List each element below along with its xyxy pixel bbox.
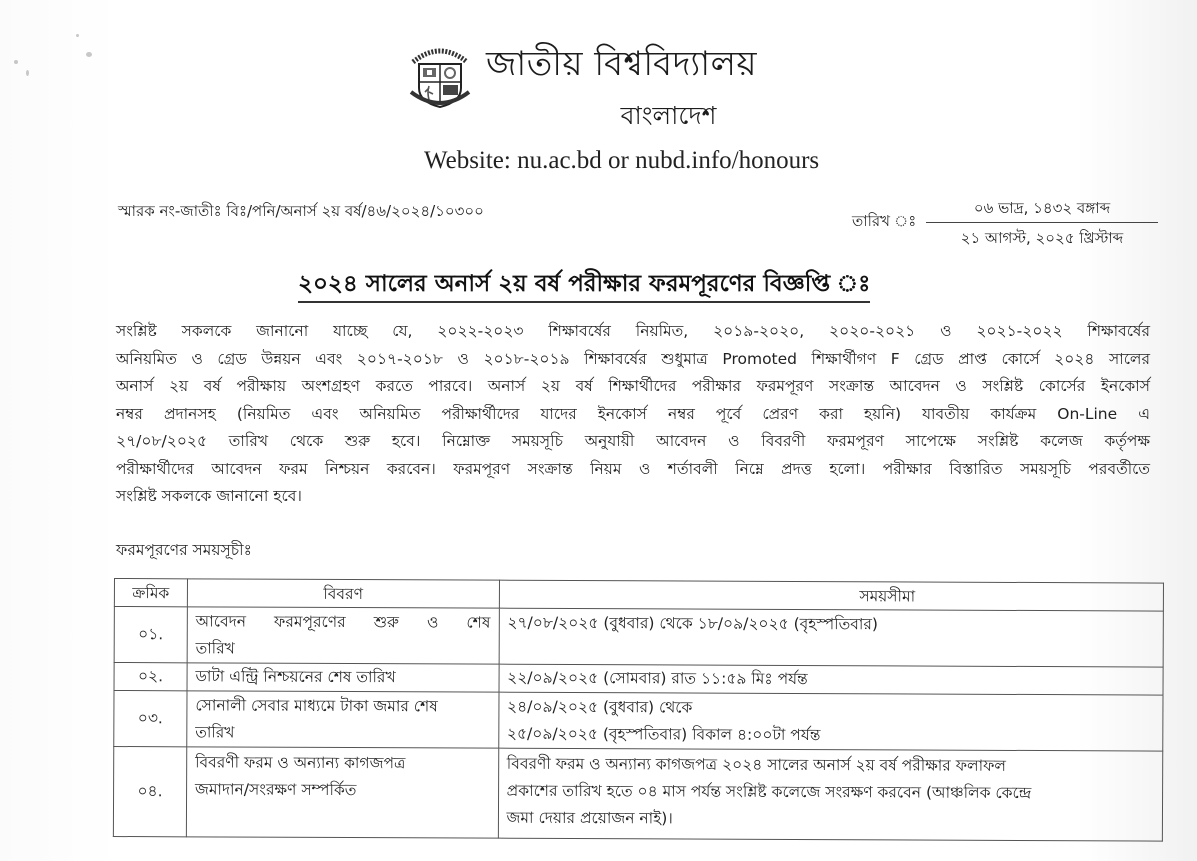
- notice-body: [116, 318, 1150, 511]
- time-cell: [499, 608, 1164, 667]
- schedule-table: [113, 578, 1164, 842]
- body-line: নম্বর প্রদানসহ (নিয়মিত এবং অনিয়মিত পরীক্ষার্থীদের যাদের ইনকোর্স নম্বর পূর্বে প্রেরণ করা হয়নি) যাবতীয় কার্যক্রম On-Line এ: [116, 404, 1150, 423]
- serial-cell: ০২.: [114, 663, 187, 691]
- table-header-row: [114, 579, 1163, 612]
- description-line: তারিখ: [195, 722, 235, 742]
- body-line: ২৭/০৮/২০২৫ তারিখ থেকে শুরু হবে। নিম্নোক্ত সময়সূচি অনুযায়ী আবেদন ও বিবরণী ফরমপূরণ সাপেক্ষে সংশ্লিষ্ট কলেজ কর্তৃপক্ষ: [116, 432, 1150, 450]
- schedule-heading: ফরমপূরণের সময়সূচীঃ: [116, 541, 252, 559]
- time-cell: [498, 692, 1163, 751]
- description-line: বিবরণী ফরম ও অন্যান্য কাগজপত্র: [195, 753, 406, 773]
- date-bangla: ০৬ ভাদ্র, ১৪৩২ বঙ্গাব্দ: [926, 196, 1158, 223]
- description-line: তারিখ: [195, 638, 235, 658]
- table-row: [113, 747, 1162, 842]
- description-cell: [187, 691, 499, 748]
- scan-speck: [26, 70, 29, 76]
- notice-title: ২০২৪ সালের অনার্স ২য় বর্ষ পরীক্ষার ফরমপূরণের বিজ্ঞপ্তি ঃ: [298, 267, 870, 303]
- date-label: তারিখ ঃ: [852, 212, 917, 230]
- serial-cell: ০৩.: [114, 691, 187, 747]
- description-line: সোনালী সেবার মাধ্যমে টাকা জমার শেষ: [195, 695, 438, 715]
- column-header-time: সময়সীমা: [499, 580, 1164, 611]
- scan-speck: [14, 60, 18, 64]
- website-link[interactable]: Website: nu.ac.bd or nubd.info/honours: [424, 147, 820, 174]
- table-row: [114, 663, 1163, 696]
- column-header-description: বিবরণ: [187, 579, 499, 608]
- description-cell: [187, 607, 499, 664]
- description-line: ডাটা এন্ট্রি নিশ্চয়নের শেষ তারিখ: [195, 667, 396, 687]
- body-line: পরীক্ষার্থীদের আবেদন ফরম নিশ্চয়ন করবেন। ফরমপূরণ সংক্রান্ত নিয়ম ও শর্তাবলী নিম্নে প্রদত্ত হলো। পরীক্ষার বিস্তারিত সময়সূচি পরবর্তীতে: [116, 459, 1150, 478]
- time-line: জমা দেয়ার প্রয়োজন নাই)।: [506, 808, 673, 828]
- time-line: ২৫/০৯/২০২৫ (বৃহস্পতিবার) বিকাল ৪:০০টা পর্যন্ত: [506, 724, 821, 744]
- time-line: ২২/০৯/২০২৫ (সোমবার) রাত ১১:৫৯ মিঃ পর্যন্ত: [507, 668, 808, 689]
- scan-speck: [86, 52, 92, 57]
- serial-cell: ০৪.: [113, 747, 186, 837]
- table-row: [114, 607, 1163, 668]
- description-cell: [186, 747, 498, 838]
- date-gregorian: ২১ আগস্ট, ২০২৫ খ্রিস্টাব্দ: [960, 229, 1124, 247]
- country-name: বাংলাদেশ: [620, 101, 717, 130]
- body-line: অনিয়মিত ও গ্রেড উন্নয়ন এবং ২০১৭-২০১৮ ও ২০১৮-২০১৯ শিক্ষাবর্ষের শুধুমাত্র Promoted শিক্ষার্থীগণ F গ্রেড প্রাপ্ত কোর্সে ২০২৪ সালের: [116, 349, 1150, 368]
- description-cell: [187, 663, 499, 692]
- description-line: আবেদন ফরমপূরণের শুরু ও শেষ: [195, 611, 491, 632]
- time-line: প্রকাশের তারিখ হতে ০৪ মাস পর্যন্ত সংশ্লিষ্ট কলেজে সংরক্ষণ করবেন (আঞ্চলিক কেন্দ্রে: [506, 781, 1032, 803]
- time-line: ২৪/০৯/২০২৫ (বুধবার) থেকে: [507, 697, 693, 717]
- body-line: সংশ্লিষ্ট সকলকে জানানো হবে।: [116, 487, 302, 505]
- university-name: জাতীয় বিশ্ববিদ্যালয়: [486, 44, 758, 84]
- memo-reference: স্মারক নং-জাতীঃ বিঃ/পনি/অনার্স ২য় বর্ষ/৪৬/২০২৪/১০৩০০: [118, 202, 484, 220]
- serial-cell: ০১.: [114, 607, 187, 663]
- table-row: [114, 691, 1163, 752]
- column-header-serial: ক্রমিক: [114, 579, 187, 607]
- time-line: ২৭/০৮/২০২৫ (বুধবার) থেকে ১৮/০৯/২০২৫ (বৃহস্পতিবার): [507, 613, 879, 634]
- body-line: সংশ্লিষ্ট সকলকে জানানো যাচ্ছে যে, ২০২২-২০২৩ শিক্ষাবর্ষের নিয়মিত, ২০১৯-২০২০, ২০২০-২০২১ ও ২০২১-২০২২ শিক্ষাবর্ষের: [116, 322, 1150, 340]
- body-line: অনার্স ২য় বর্ষ পরীক্ষায় অংশগ্রহণ করতে পারবে। অনার্স ২য় বর্ষ শিক্ষার্থীদের পরীক্ষার ফরমপূরণ সংক্রান্ত আবেদন ও সংশ্লিষ্ট কোর্সের ইনকোর্স: [116, 377, 1150, 395]
- description-line: জমাদান/সংরক্ষণ সম্পর্কিত: [194, 780, 357, 800]
- time-line: বিবরণী ফরম ও অন্যান্য কাগজপত্র ২০২৪ সালের অনার্স ২য় বর্ষ পরীক্ষার ফলাফল: [506, 754, 1007, 775]
- scan-speck: [76, 34, 79, 37]
- time-cell: [498, 748, 1163, 841]
- time-cell: [499, 664, 1164, 695]
- date-block: [852, 196, 1162, 254]
